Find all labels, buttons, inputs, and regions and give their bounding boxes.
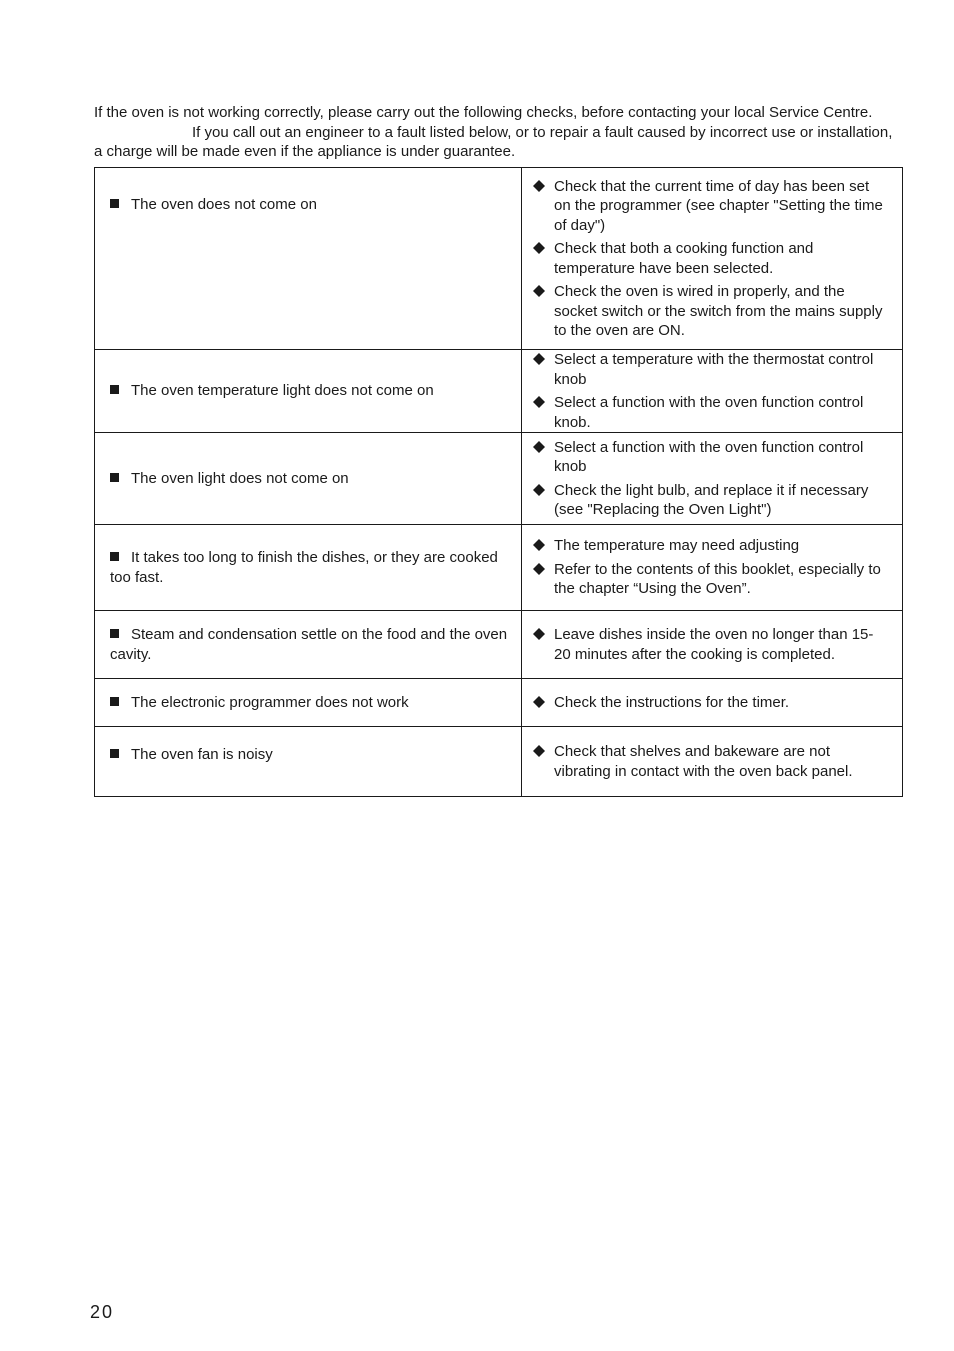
diamond-bullet-icon [533,242,545,254]
diamond-bullet-icon [533,285,545,297]
solution-text: Select a function with the oven function control knob. [554,394,864,431]
solution-item [533,693,890,713]
square-bullet-icon [110,552,119,561]
intro-line-3: a charge will be made even if the appliance is under guarantee. [94,143,516,160]
table-row [95,525,903,611]
diamond-bullet-icon [533,628,545,640]
problem-text: The oven light does not come on [131,469,349,487]
problem-text: The oven does not come on [131,196,317,213]
solution-text: The temperature may need adjusting [554,537,800,555]
table-row [95,727,903,797]
intro-text [94,103,904,162]
problem-cell [95,727,522,797]
intro-line-1: If the oven is not working correctly, please carry out the following checks, before contacting your local Service Centre. [94,104,873,121]
solution-text: Check the instructions for the timer. [554,693,790,711]
problem-cell [95,679,522,727]
solution-text: Check that both a cooking function and temperature have been selected. [554,240,814,277]
solution-item [533,282,890,341]
solution-item [533,438,890,477]
problem-cell [95,433,522,525]
solution-item [533,177,890,236]
diamond-bullet-icon [533,539,545,551]
solution-cell [522,433,903,525]
problem-cell [95,168,522,350]
solution-text: Check the oven is wired in properly, and the socket switch or the switch from the mains supply to the oven are ON. [554,283,883,339]
solution-item [533,625,890,664]
problem-cell [95,525,522,611]
solution-item [533,742,890,781]
problem-text: It takes too long to finish the dishes, or they are cooked too fast. [110,549,498,586]
problem-text: The electronic programmer does not work [131,693,409,711]
solution-item [533,393,890,432]
diamond-bullet-icon [533,745,545,757]
solution-text: Check that the current time of day has been set on the programmer (see chapter "Setting the time of day") [554,177,883,234]
diamond-bullet-icon [533,441,545,453]
table-row [95,611,903,679]
solution-text: Select a function with the oven function control knob [554,438,864,475]
table-row [95,679,903,727]
solution-item [533,560,890,599]
problem-text: The oven temperature light does not come on [131,382,434,400]
square-bullet-icon [110,697,119,706]
diamond-bullet-icon [533,563,545,575]
solution-text: Leave dishes inside the oven no longer than 15-20 minutes after the cooking is completed. [554,626,874,663]
diamond-bullet-icon [533,353,545,365]
solution-text: Check the light bulb, and replace it if necessary (see "Replacing the Oven Light") [554,481,869,518]
solution-cell [522,525,903,611]
table-row [95,433,903,525]
solution-item [533,481,890,520]
table-row [95,168,903,350]
diamond-bullet-icon [533,484,545,496]
table-row [95,350,903,433]
solution-cell [522,727,903,797]
problem-text: Steam and condensation settle on the food and the oven cavity. [110,626,508,663]
troubleshooting-table [94,167,903,797]
solution-cell [522,168,903,350]
square-bullet-icon [110,473,119,482]
square-bullet-icon [110,385,119,394]
solution-cell [522,679,903,727]
square-bullet-icon [110,199,119,208]
square-bullet-icon [110,629,119,638]
square-bullet-icon [110,749,119,758]
problem-text: The oven fan is noisy [131,746,273,763]
solution-text: Check that shelves and bakeware are not vibrating in contact with the oven back panel. [554,743,853,780]
solution-cell [522,611,903,679]
solution-item [533,350,890,389]
page-number: 20 [90,1302,115,1322]
diamond-bullet-icon [533,180,545,192]
solution-item [533,536,890,556]
solution-text: Select a temperature with the thermostat control knob [554,351,874,388]
problem-cell [95,611,522,679]
intro-line-2: If you call out an engineer to a fault listed below, or to repair a fault caused by incorrect use or installation, [192,123,893,141]
problem-cell [95,350,522,433]
diamond-bullet-icon [533,696,545,708]
solution-text: Refer to the contents of this booklet, especially to the chapter “Using the Oven”. [554,560,881,598]
solution-cell [522,350,903,433]
diamond-bullet-icon [533,396,545,408]
solution-item [533,239,890,278]
